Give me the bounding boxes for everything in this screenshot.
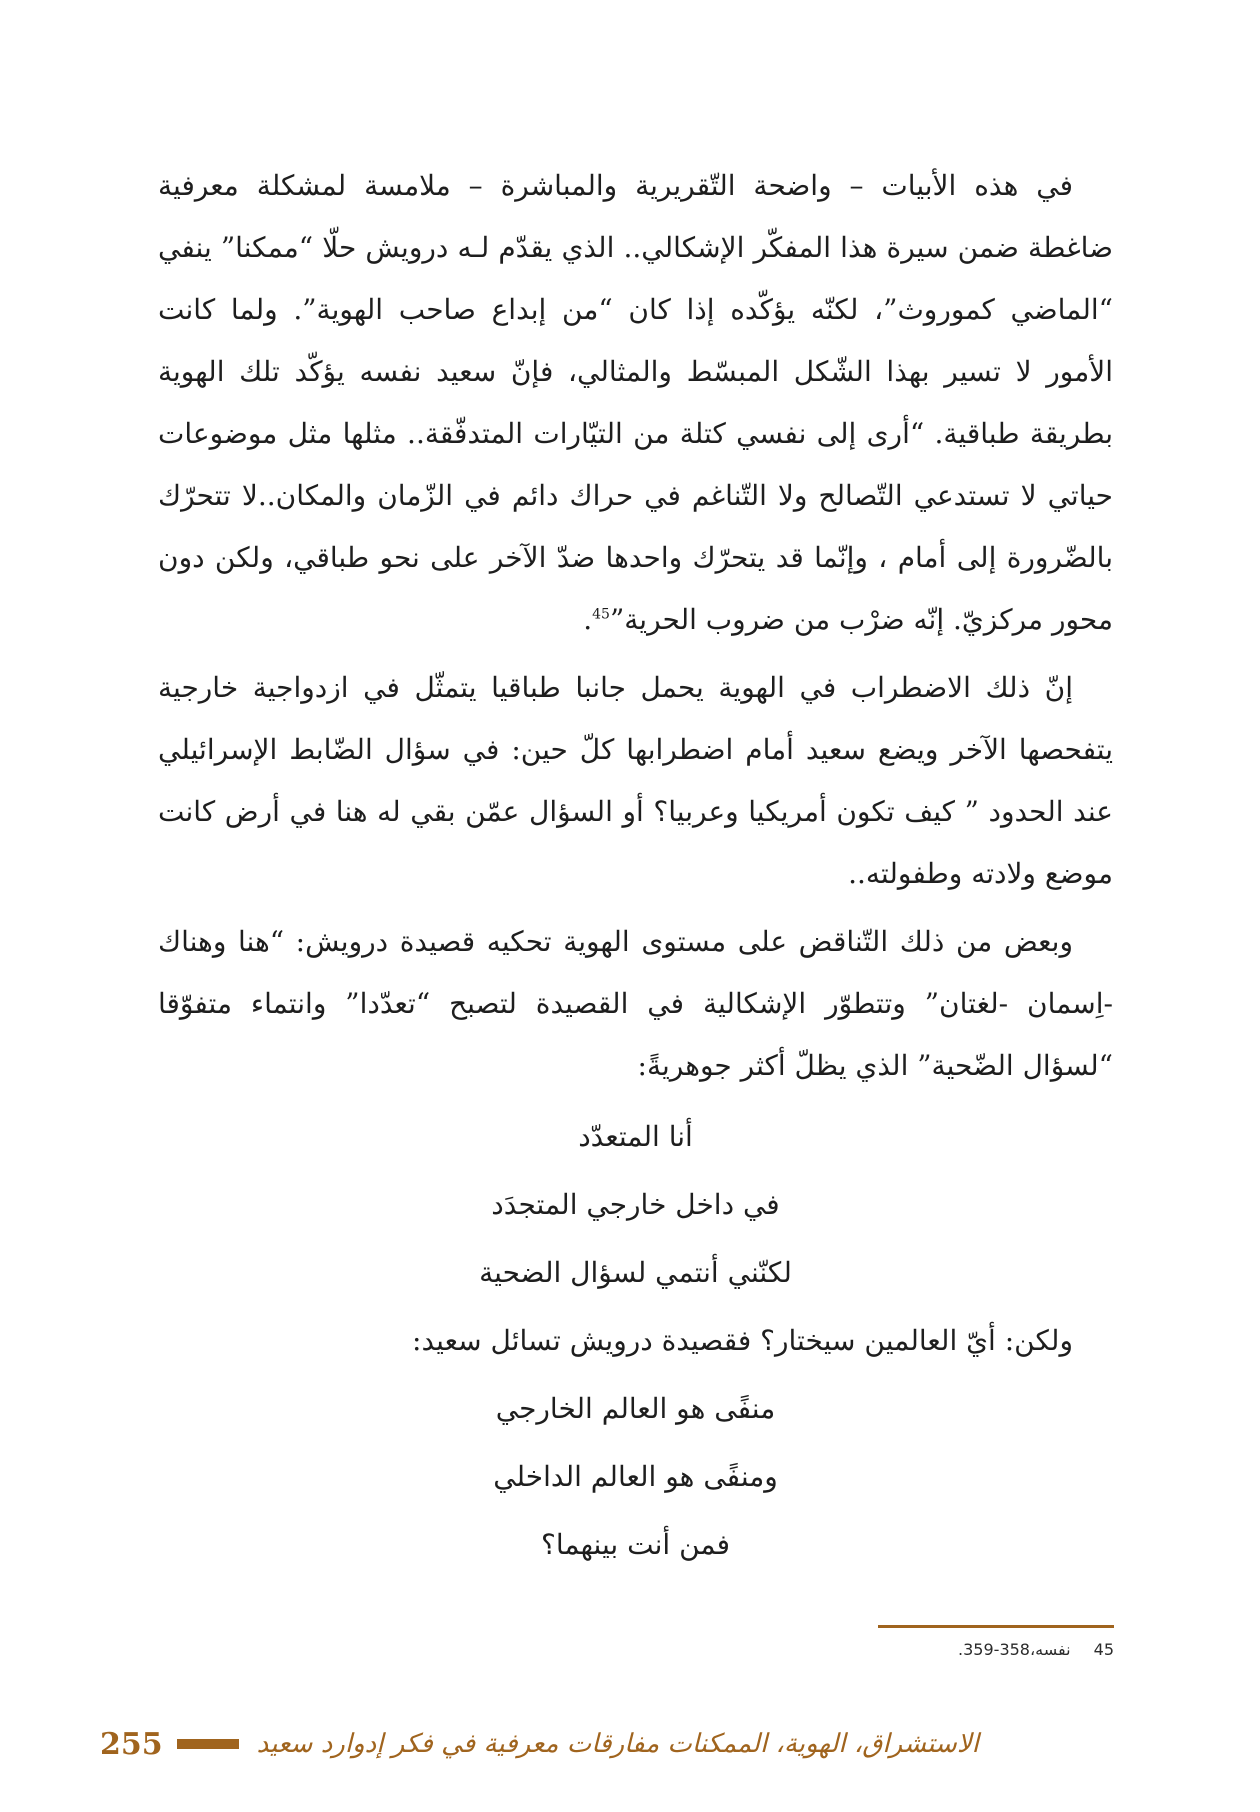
verse-line-6: فمن أنت بينهما؟ bbox=[541, 1528, 730, 1561]
verse-line-4: منفًى هو العالم الخارجي bbox=[495, 1392, 776, 1425]
verse-line-5: ومنفًى هو العالم الداخلي bbox=[493, 1460, 778, 1493]
paragraph-1-text: في هذه الأبيات – واضحة التّقريرية والمباشرة – ملامسة لمشكلة معرفية ضاغطة ضمن سيرة هذا المفكّر الإشكالي.. الذي يقدّم لـه درويش حلّا “ممكنا” ينفي “الماضي كموروث”، لكنّه يؤكّده إذا كان “من إبداع صاحب الهوية”. ولما كانت الأمور لا تسير بهذا الشّكل المبسّط والمثالي، فإنّ سعيد نفسه يؤكّد تلك الهوية بطريقة طباقية. “أرى إلى نفسي كتلة من التيّارات المتدفّقة.. مثلها مثل موضوعات حياتي لا تستدعي التّصالح ولا التّناغم في حراك دائم في الزّمان والمكان..لا تتحرّك بالضّرورة إلى أمام ، وإنّما قد يتحرّك واحدها ضدّ الآخر على نحو طباقي، ولكن دون محور مركزيّ. إنّه ضرْب من ضروب الحرية” bbox=[158, 169, 1114, 636]
footnote bbox=[800, 1640, 1114, 1659]
paragraph-1 bbox=[158, 155, 1113, 651]
footer-bar bbox=[177, 1739, 239, 1749]
page-footer bbox=[100, 1722, 1114, 1766]
paragraph-3: وبعض من ذلك التّناقض على مستوى الهوية تحكيه قصيدة درويش: “هنا وهناك -اِسمان -لغتان” وتتطوّر الإشكالية في القصيدة لتصبح “تعدّدا” وانتماء متفوّقا “لسؤال الضّحية” الذي يظلّ أكثر جوهريةً: bbox=[158, 925, 1113, 1082]
footnote-text: نفسه،358-359. bbox=[958, 1640, 1071, 1659]
main-text bbox=[158, 155, 1113, 1579]
footnote-number: 45 bbox=[1093, 1640, 1114, 1659]
footnote-ref-45: 45 bbox=[592, 606, 610, 623]
running-title: الاستشراق، الهوية، الممكنات مفارقات معرفية في فكر إدوارد سعيد bbox=[256, 1729, 979, 1759]
paragraph-1-end: . bbox=[583, 603, 593, 636]
verse-line-3: لكنّني أنتمي لسؤال الضحية bbox=[479, 1256, 792, 1289]
verse-intro: ولكن: أيّ العالمين سيختار؟ فقصيدة درويش تسائل سعيد: bbox=[412, 1324, 1073, 1357]
page-number: 255 bbox=[100, 1726, 163, 1762]
verse-line-2: في داخل خارجي المتجدَد bbox=[491, 1188, 780, 1221]
paragraph-2: إنّ ذلك الاضطراب في الهوية يحمل جانبا طباقيا يتمثّل في ازدواجية خارجية يتفحصها الآخر ويضع سعيد أمام اضطرابها كلّ حين: في سؤال الضّابط الإسرائيلي عند الحدود ” كيف تكون أمريكيا وعربيا؟ أو السؤال عمّن بقي له هنا في أرض كانت موضع ولادته وطفولته.. bbox=[158, 671, 1113, 890]
verse-line-1: أنا المتعدّد bbox=[578, 1120, 693, 1153]
footnote-divider bbox=[878, 1625, 1114, 1628]
